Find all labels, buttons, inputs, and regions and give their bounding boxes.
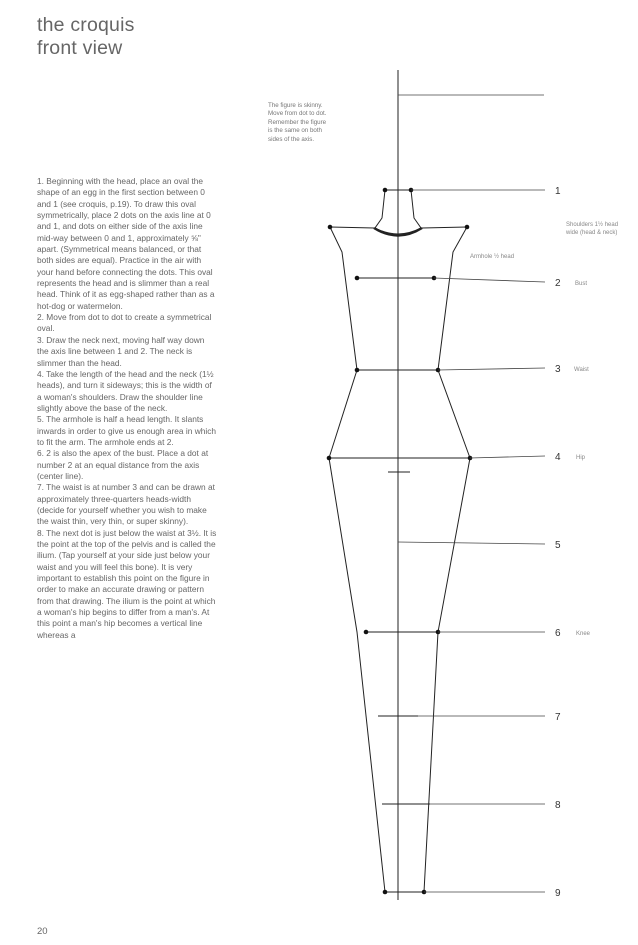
marker-number: 8: [555, 800, 561, 811]
leader-line-2: [434, 278, 545, 282]
instruction-paragraph: 8. The next dot is just below the waist at 3½. It is the point at the top of the pelvis and is called the ilium. (Tap yourself at your side just below your waist and you will feel this bone). It is very important to establish this point on the figure in order to make an accurate drawing or pattern from that drawing. The ilium is the point at which a woman's hip begins to differ from a man's. At this point a man's hip becomes a vertical line whereas a: [37, 527, 217, 640]
title-line-1: the croquis: [37, 14, 135, 36]
marker-number: 3: [555, 364, 561, 375]
dot: [327, 456, 332, 461]
shoulder-note-line-2: wide (head & neck): [566, 230, 618, 236]
instruction-paragraph: 7. The waist is at number 3 and can be drawn at approximately three-quarters heads-width (decide for yourself whether you wish to make the waist thin, very thin, or super skinny).: [37, 482, 215, 527]
instruction-paragraph: 3. Draw the neck next, moving half way down the axis line between 1 and 2. The neck is slimmer than the head.: [37, 334, 205, 368]
side-note-line: is the same on both: [268, 127, 323, 135]
instruction-paragraph: 5. The armhole is half a head length. It slants inwards in order to give us enough area in which to fit the arm. The armhole ends at 2.: [37, 414, 217, 447]
title-line-2: front view: [37, 37, 123, 59]
dot: [465, 225, 470, 230]
leader-line-4: [470, 456, 545, 458]
leader-line-5: [398, 542, 545, 544]
page-number: 20: [37, 926, 48, 937]
armhole-note: Armhole ½ head: [470, 254, 515, 260]
marker-number: 1: [555, 186, 561, 197]
dot: [355, 368, 360, 373]
instruction-paragraph: 6. 2 is also the apex of the bust. Place a dot at number 2 at an equal distance from the axis (center line).: [37, 448, 209, 481]
marker-number: 9: [555, 888, 561, 899]
side-note-line: Remember the figure: [268, 118, 327, 126]
instruction-paragraph: 2. Move from dot to dot to create a symmetrical oval.: [37, 312, 212, 334]
marker-number: 2: [555, 278, 561, 289]
marker-label-hip: Hip: [576, 455, 586, 461]
marker-label-waist: Waist: [574, 367, 589, 373]
marker-number: 6: [555, 628, 561, 639]
dot: [364, 630, 369, 635]
dot: [355, 276, 360, 281]
marker-label-knee: Knee: [576, 631, 591, 637]
left-body-contour: [329, 227, 385, 892]
dot: [383, 890, 388, 895]
shoulder-note-line-1: Shoulders 1½ head: [566, 222, 619, 228]
instruction-paragraph: 1. Beginning with the head, place an oval the shape of an egg in the first section between 0 and 1 (see croquis, p.19). To draw this oval symmetrically, place 2 dots on the axis line at 0 and 1, and dots on either side of the axis line mid-way between 0 and 1, approximately ⅝" apart. (Symmetrical means balanced, or that both sides are equal). Practice in the air with your hand before connecting the dots. This oval represents the head and is slimmer than a real head. Think of it as egg-shaped rather than as a hot-dog or watermelon.: [37, 176, 215, 311]
dot: [328, 225, 333, 230]
side-note-line: Move from dot to dot.: [268, 110, 327, 118]
marker-number: 4: [555, 452, 561, 463]
marker-number: 5: [555, 540, 561, 551]
marker-number: 7: [555, 712, 561, 723]
side-note-line: The figure is skinny.: [268, 102, 323, 109]
side-note-line: sides of the axis.: [268, 135, 315, 143]
right-body-contour: [424, 227, 470, 892]
marker-label-bust: Bust: [575, 281, 588, 287]
leader-line-3: [438, 368, 545, 370]
instruction-paragraph: 4. Take the length of the head and the neck (1½ heads), and turn it sideways; this is the width of a woman's shoulders. Draw the shoulder line slightly above the base of the neck.: [37, 368, 214, 413]
dot: [383, 188, 388, 193]
